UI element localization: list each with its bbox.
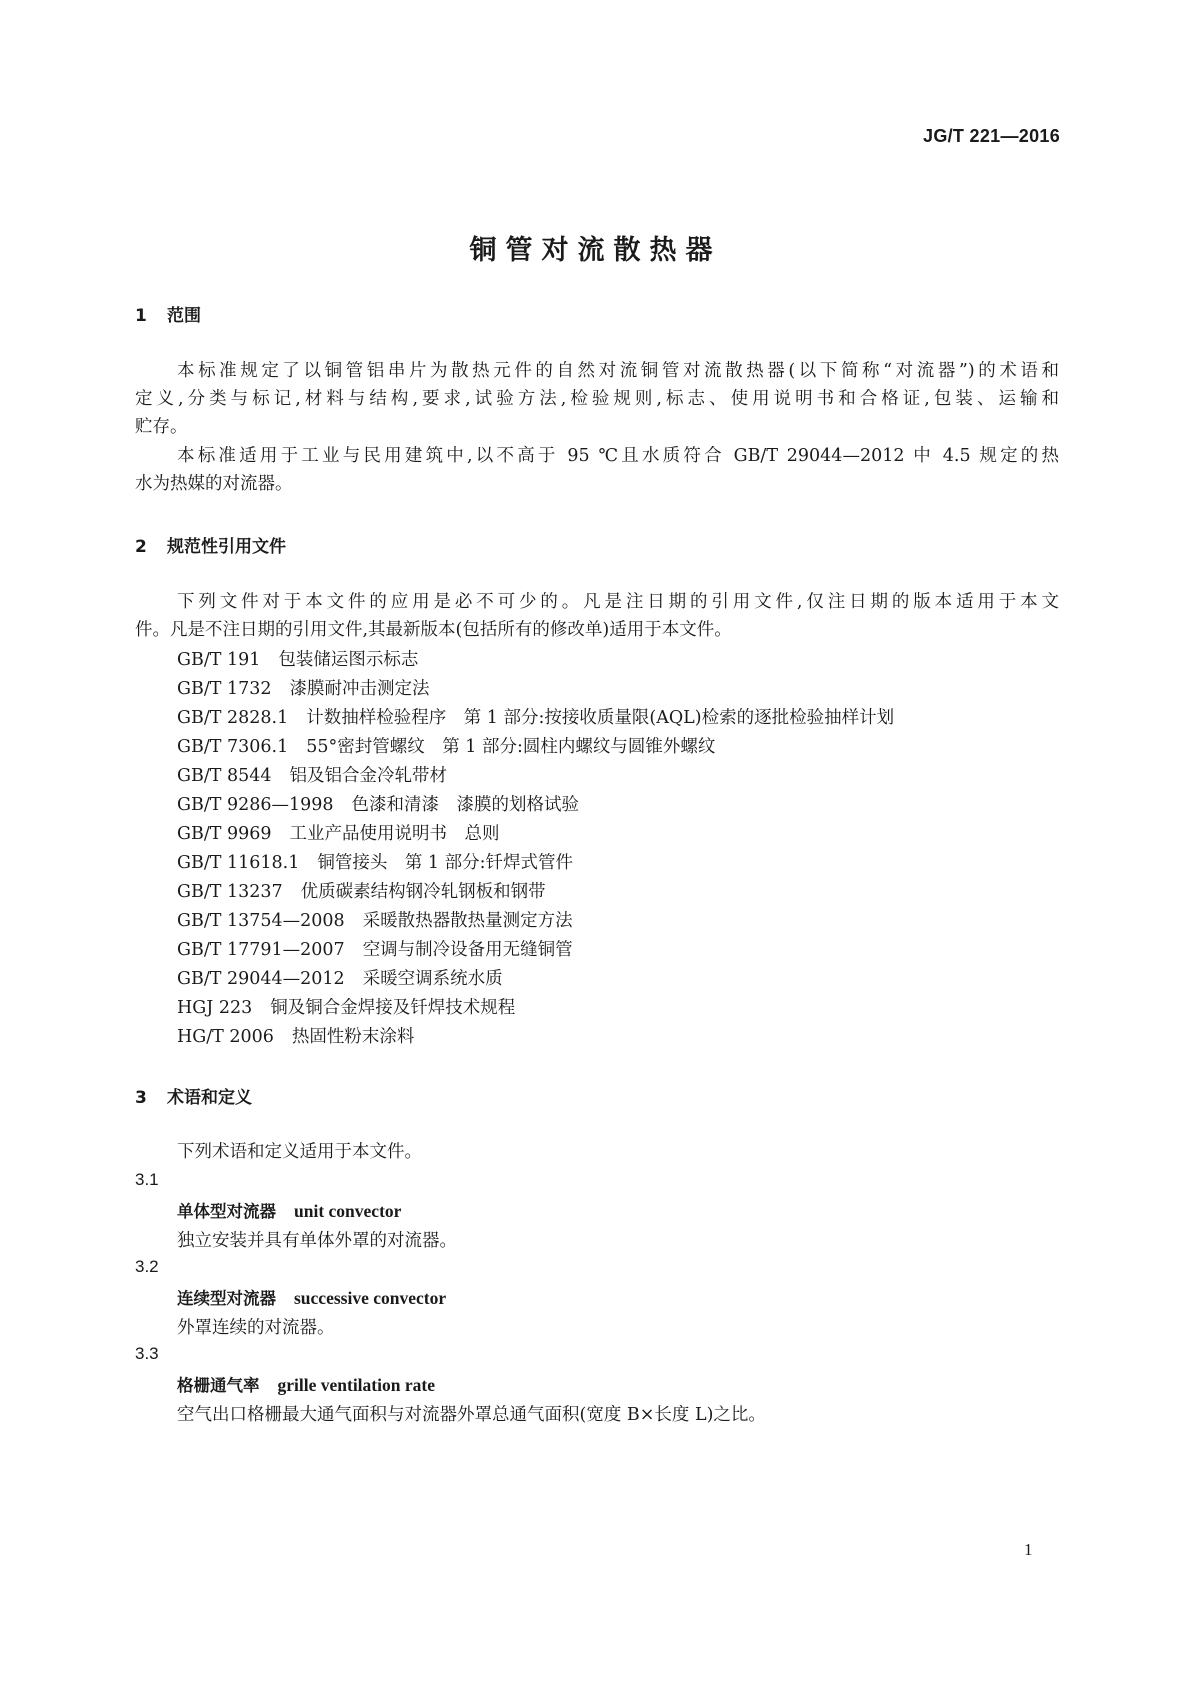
reference-code: GB/T 29044—2012 xyxy=(177,969,345,989)
reference-title: 优质碳素结构钢冷轧钢板和钢带 xyxy=(300,882,546,902)
reference-code: GB/T 7306.1 xyxy=(177,737,289,757)
document-title: 铜管对流散热器 xyxy=(469,235,722,266)
term-definition: 外罩连续的对流器。 xyxy=(177,1318,335,1338)
reference-item xyxy=(177,878,546,903)
term-name-zh: 连续型对流器 xyxy=(177,1289,276,1308)
reference-item xyxy=(177,965,503,990)
reference-code: GB/T 9286—1998 xyxy=(177,795,334,815)
term-name-zh: 单体型对流器 xyxy=(177,1202,276,1221)
section-1-heading xyxy=(135,301,201,326)
reference-title: 铝及铝合金冷轧带材 xyxy=(289,766,448,786)
reference-title: 计数抽样检验程序 第 1 部分:按接收质量限(AQL)检索的逐批检验抽样计划 xyxy=(306,708,895,728)
section-2-heading xyxy=(135,532,286,557)
section-3-heading xyxy=(135,1083,252,1108)
reference-title: 热固性粉末涂料 xyxy=(291,1027,415,1047)
reference-title: 铜及铜合金焊接及钎焊技术规程 xyxy=(270,998,516,1018)
reference-item xyxy=(177,820,500,845)
section-2-number: 2 xyxy=(135,537,147,557)
reference-item xyxy=(177,849,573,874)
section-1-para-2-line-2: 水为热媒的对流器。 xyxy=(135,474,293,494)
term-definition: 独立安装并具有单体外罩的对流器。 xyxy=(177,1231,457,1251)
section-2-para-line-2: 件。凡是不注日期的引用文件,其最新版本(包括所有的修改单)适用于本文件。 xyxy=(135,620,732,640)
reference-title: 空调与制冷设备用无缝铜管 xyxy=(362,940,573,960)
reference-title: 色漆和清漆 漆膜的划格试验 xyxy=(351,795,580,815)
section-3-title: 术语和定义 xyxy=(167,1088,252,1108)
reference-item xyxy=(177,704,894,729)
reference-item xyxy=(177,762,447,787)
term-name-en: unit convector xyxy=(294,1201,402,1221)
term-number: 3.3 xyxy=(135,1344,159,1363)
term-definition: 空气出口格栅最大通气面积与对流器外罩总通气面积(宽度 B×长度 L)之比。 xyxy=(177,1405,766,1425)
term-name xyxy=(177,1198,401,1222)
reference-title: 工业产品使用说明书 总则 xyxy=(289,824,500,844)
reference-code: GB/T 8544 xyxy=(177,766,272,786)
reference-title: 漆膜耐冲击测定法 xyxy=(289,679,430,699)
section-1-para-1-line-1: 本标准规定了以铜管铝串片为散热元件的自然对流铜管对流散热器(以下简称“对流器”)的术语和 xyxy=(177,361,1059,381)
term-number: 3.2 xyxy=(135,1257,159,1276)
term-name-en: successive convector xyxy=(294,1288,447,1308)
reference-title: 包装储运图示标志 xyxy=(278,650,419,670)
reference-title: 采暖散热器散热量测定方法 xyxy=(362,911,573,931)
reference-code: GB/T 13754—2008 xyxy=(177,911,345,931)
reference-code: GB/T 11618.1 xyxy=(177,853,300,873)
reference-item xyxy=(177,675,430,700)
reference-code: GB/T 13237 xyxy=(177,882,283,902)
reference-item xyxy=(177,907,573,932)
reference-item xyxy=(177,1023,414,1048)
section-1-title: 范围 xyxy=(167,306,201,326)
standard-code: JG/T 221—2016 xyxy=(923,126,1060,146)
reference-title: 采暖空调系统水质 xyxy=(362,969,503,989)
reference-title: 铜管接头 第 1 部分:钎焊式管件 xyxy=(317,853,573,873)
reference-code: HGJ 223 xyxy=(177,998,253,1018)
section-1-para-1-line-3: 贮存。 xyxy=(135,417,188,437)
section-2-title: 规范性引用文件 xyxy=(167,537,286,557)
reference-item xyxy=(177,733,715,758)
term-name xyxy=(177,1372,435,1396)
term-name-en: grille ventilation rate xyxy=(277,1375,435,1395)
reference-item xyxy=(177,791,579,816)
section-2-para-line-1: 下列文件对于本文件的应用是必不可少的。凡是注日期的引用文件,仅注日期的版本适用于本文 xyxy=(177,592,1059,612)
reference-code: GB/T 1732 xyxy=(177,679,272,699)
reference-code: GB/T 191 xyxy=(177,650,261,670)
reference-title: 55°密封管螺纹 第 1 部分:圆柱内螺纹与圆锥外螺纹 xyxy=(306,737,716,757)
section-1-number: 1 xyxy=(135,306,147,326)
page-number: 1 xyxy=(1024,1540,1033,1559)
reference-code: GB/T 17791—2007 xyxy=(177,940,345,960)
section-1-para-1-line-2: 定义,分类与标记,材料与结构,要求,试验方法,检验规则,标志、使用说明书和合格证,包装、运输和 xyxy=(135,389,1059,409)
section-3-number: 3 xyxy=(135,1088,147,1108)
reference-code: GB/T 2828.1 xyxy=(177,708,289,728)
reference-code: GB/T 9969 xyxy=(177,824,272,844)
reference-item xyxy=(177,646,418,671)
reference-item xyxy=(177,936,573,961)
reference-code: HG/T 2006 xyxy=(177,1027,274,1047)
term-name-zh: 格栅通气率 xyxy=(177,1376,260,1395)
reference-item xyxy=(177,994,515,1019)
section-1-para-2-line-1: 本标准适用于工业与民用建筑中,以不高于 95 ℃且水质符合 GB/T 29044—2012 中 4.5 规定的热 xyxy=(177,446,1059,466)
term-name xyxy=(177,1285,446,1309)
section-3-intro: 下列术语和定义适用于本文件。 xyxy=(177,1142,422,1162)
term-number: 3.1 xyxy=(135,1170,159,1189)
